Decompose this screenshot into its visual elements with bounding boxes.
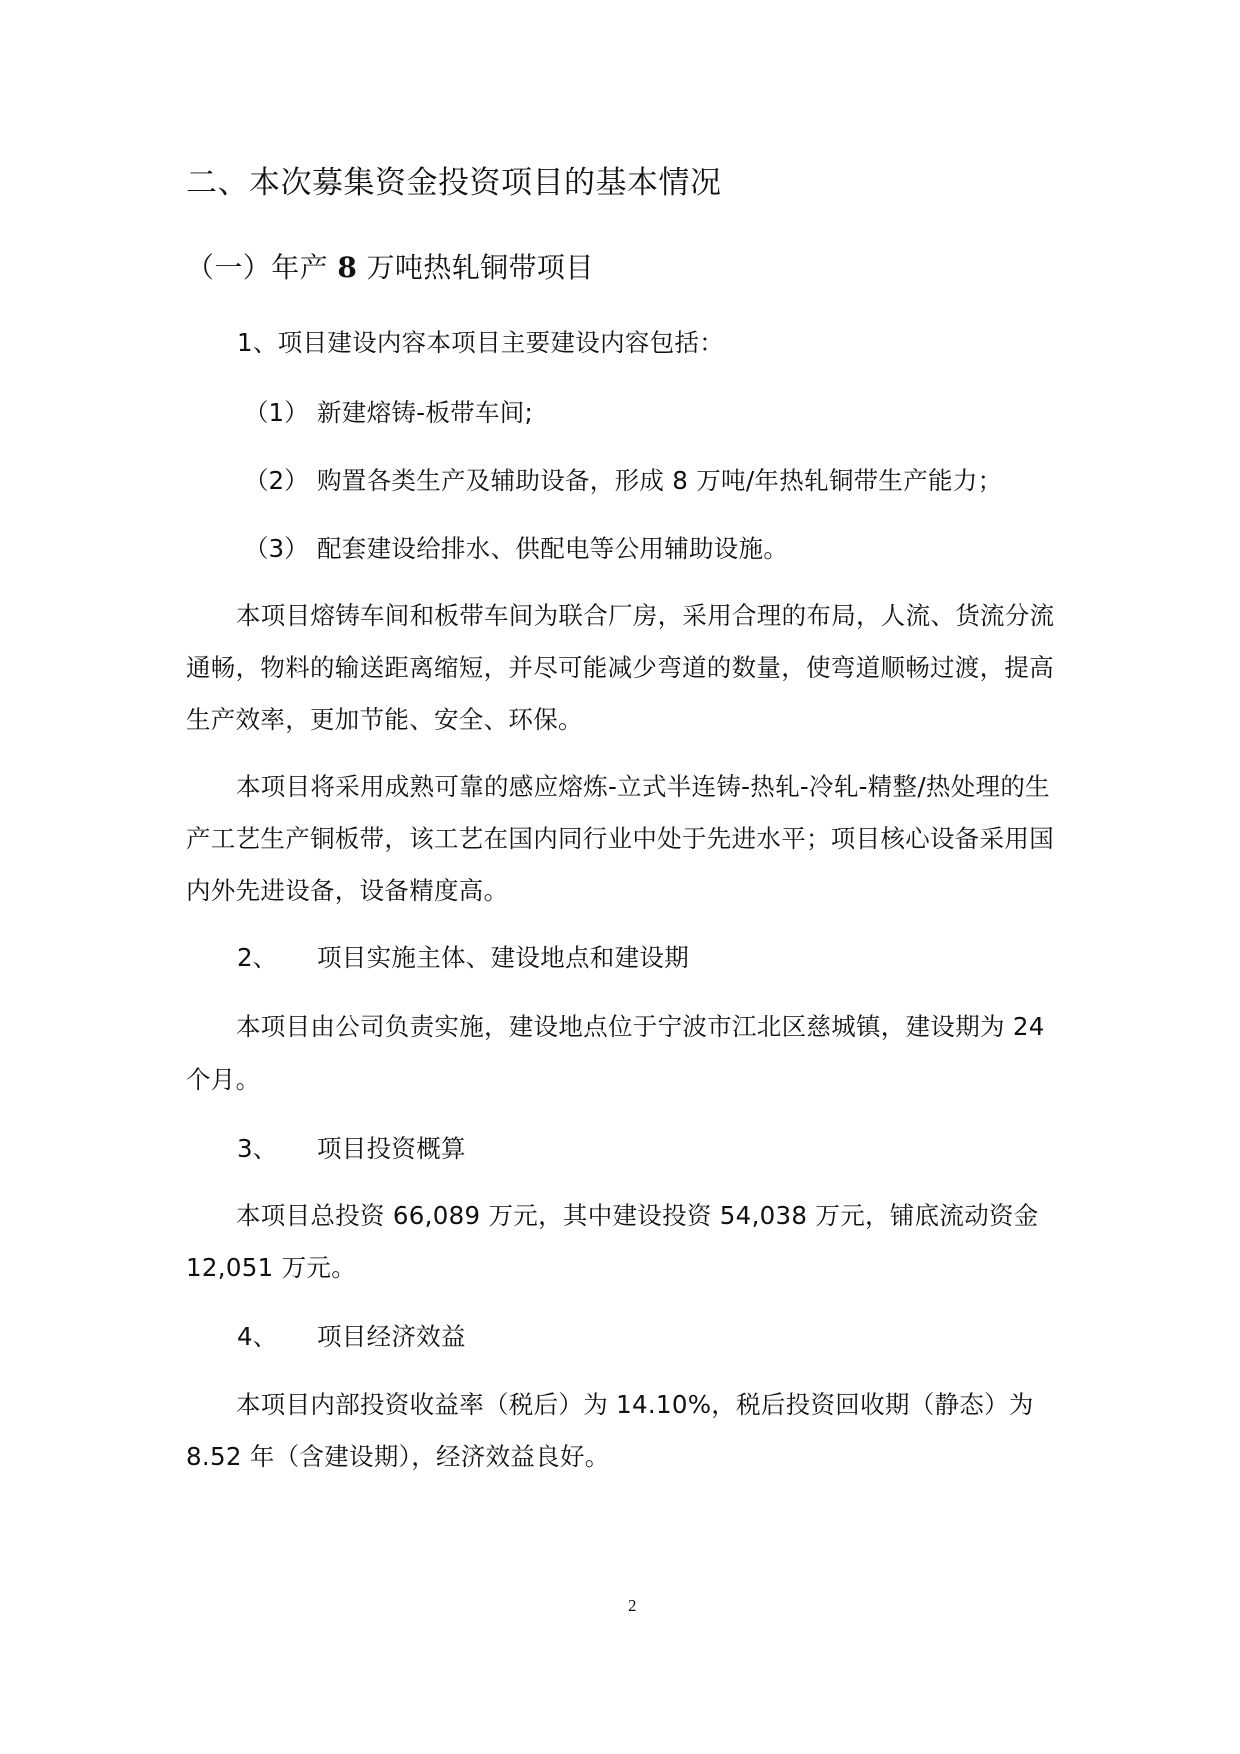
para1-line3: 生产效率，更加节能、安全、环保。 [186,705,583,734]
para2-line3: 内外先进设备，设备精度高。 [186,876,509,905]
section4-para-line1: 本项目内部投资收益率（税后）为 14.10%，税后投资回收期（静态）为 [236,1390,1034,1419]
subheading-prefix: （一）年产 [186,251,329,284]
para2-line2: 产工艺生产铜板带，该工艺在国内同行业中处于先进水平；项目核心设备采用国 [186,824,1054,853]
section3-para-line1: 本项目总投资 66,089 万元，其中建设投资 54,038 万元，铺底流动资金 [236,1201,1039,1230]
section3-title: 项目投资概算 [317,1134,466,1163]
section4-title: 项目经济效益 [317,1322,466,1351]
para1-line2: 通畅，物料的输送距离缩短，并尽可能减少弯道的数量，使弯道顺畅过渡，提高 [186,653,1054,682]
item1-text: 新建熔铸-板带车间; [317,398,534,427]
item2-text: 购置各类生产及辅助设备，形成 8 万吨/年热轧铜带生产能力； [317,466,1003,495]
section1-title: 1、项目建设内容本项目主要建设内容包括： [237,328,725,357]
section2-para-line1: 本项目由公司负责实施，建设地点位于宁波市江北区慈城镇，建设期为 24 [236,1012,1045,1041]
section2-marker: 2、 [237,943,278,972]
item1-marker: （1） [244,398,309,427]
section3-para-line2: 12,051 万元。 [186,1253,357,1282]
section3-marker: 3、 [237,1134,278,1163]
project-subheading [186,250,594,286]
page-number: 2 [628,1596,637,1615]
section2-para-line2: 个月。 [186,1065,261,1094]
subheading-suffix: 万吨热轧铜带项目 [366,251,594,284]
section4-marker: 4、 [237,1322,278,1351]
item2-marker: （2） [244,466,309,495]
subheading-number: 8 [337,251,358,284]
section2-title: 项目实施主体、建设地点和建设期 [317,943,689,972]
section4-para-line2: 8.52 年（含建设期），经济效益良好。 [186,1442,610,1471]
item3-text: 配套建设给排水、供配电等公用辅助设施。 [317,534,789,563]
para1-line1: 本项目熔铸车间和板带车间为联合厂房，采用合理的布局，人流、货流分流 [236,601,1055,630]
section-heading: 二、本次募集资金投资项目的基本情况 [186,165,722,201]
para2-line1: 本项目将采用成熟可靠的感应熔炼-立式半连铸-热轧-冷轧-精整/热处理的生 [236,772,1050,801]
item3-marker: （3） [244,534,309,563]
